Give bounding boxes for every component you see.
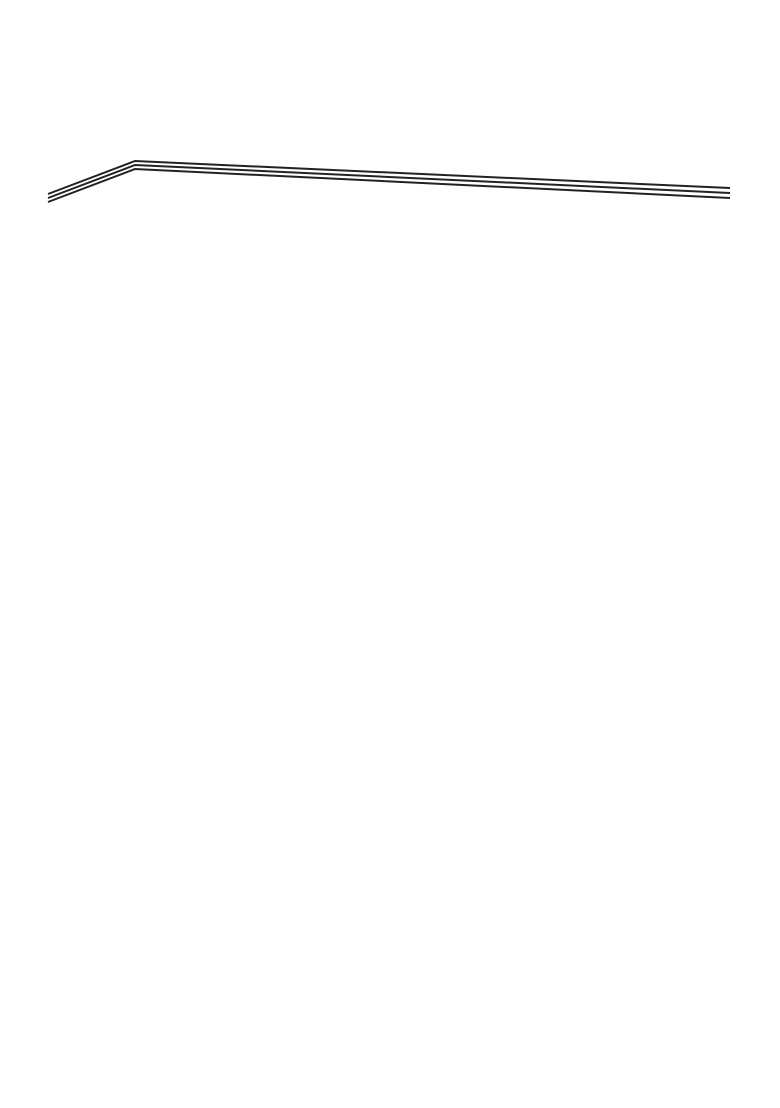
contents-decorative-rule bbox=[0, 150, 780, 210]
